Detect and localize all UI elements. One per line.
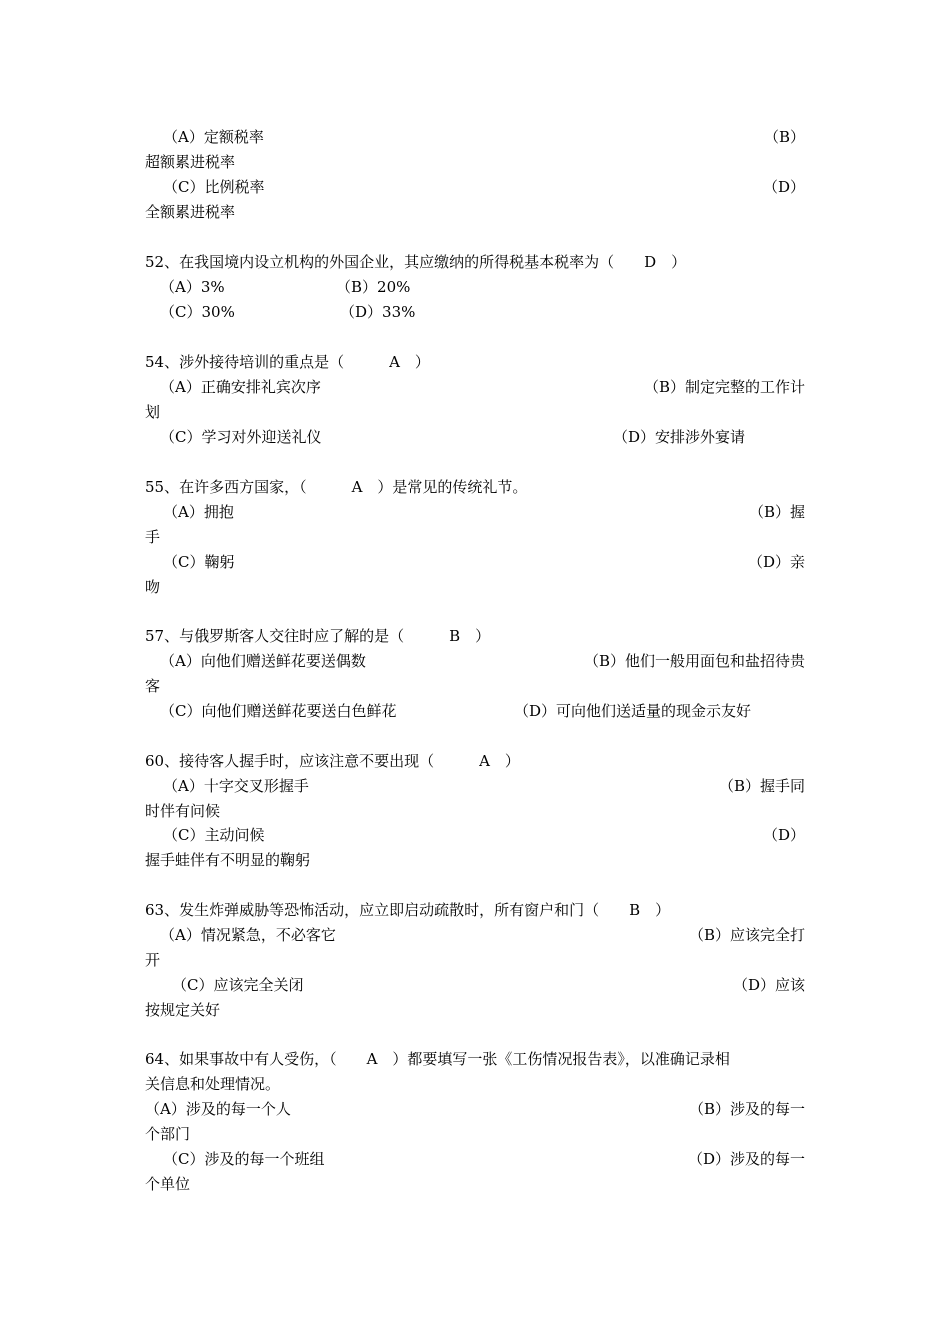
question-55-stem: 55、在许多西方国家，（ A ）是常见的传统礼节。 [145, 478, 528, 496]
question-63-option-a: （A）情况紧急，不必客它 [160, 926, 336, 944]
option-d-continuation: 全额累进税率 [145, 203, 236, 221]
question-60-stem: 60、接待客人握手时，应该注意不要出现（ A ） [145, 752, 520, 770]
option-b: （B） [763, 128, 805, 146]
question-54-option-c: （C）学习对外迎送礼仪 [160, 428, 322, 446]
question-63-stem: 63、发生炸弹威胁等恐怖活动，应立即启动疏散时，所有窗户和门（ B ） [145, 901, 671, 919]
question-54-option-a: （A）正确安排礼宾次序 [160, 378, 321, 396]
question-57-option-b-continuation: 客 [145, 677, 161, 695]
question-52-option-d: （D）33% [340, 303, 416, 321]
question-54-option-b-continuation: 划 [145, 403, 161, 421]
question-52-option-b: （B）20% [336, 278, 411, 296]
question-57-option-a: （A）向他们赠送鲜花要送偶数 [160, 652, 366, 670]
question-64-stem: 64、如果事故中有人受伤，（ A ）都要填写一张《工伤情况报告表》，以准确记录相 [145, 1050, 730, 1068]
option-a: （A）定额税率 [163, 128, 264, 146]
question-57-option-d: （D）可向他们送适量的现金示友好 [514, 702, 752, 720]
question-63-option-b: （B）应该完全打 [688, 926, 805, 944]
question-60-option-d: （D） [762, 826, 805, 844]
question-60-option-c: （C）主动问候 [163, 826, 265, 844]
question-55-option-b: （B）握 [748, 503, 805, 521]
question-57-stem: 57、与俄罗斯客人交往时应了解的是（ B ） [145, 627, 491, 645]
question-54-option-d: （D）安排涉外宴请 [613, 428, 746, 446]
question-63-option-d-continuation: 按规定关好 [145, 1001, 221, 1019]
question-60-option-d-continuation: 握手蛙伴有不明显的鞠躬 [145, 851, 311, 869]
question-60-option-b: （B）握手同 [718, 777, 805, 795]
question-55-option-b-continuation: 手 [145, 528, 161, 546]
question-52-option-c: （C）30% [160, 303, 235, 321]
option-b-continuation: 超额累进税率 [145, 153, 236, 171]
option-c: （C）比例税率 [163, 178, 265, 196]
question-54-stem: 54、涉外接待培训的重点是（ A ） [145, 353, 430, 371]
question-60-option-b-continuation: 时伴有问候 [145, 802, 221, 820]
question-64-option-b: （B）涉及的每一 [688, 1100, 805, 1118]
question-55-option-c: （C）鞠躬 [163, 553, 235, 571]
question-64-option-b-continuation: 个部门 [145, 1125, 191, 1143]
question-64-stem-continuation: 关信息和处理情况。 [145, 1075, 281, 1093]
question-63-option-b-continuation: 开 [145, 951, 161, 969]
question-57-option-b: （B）他们一般用面包和盐招待贵 [583, 652, 805, 670]
option-d: （D） [762, 178, 805, 196]
question-52-stem: 52、在我国境内设立机构的外国企业，其应缴纳的所得税基本税率为（ D ） [145, 253, 687, 271]
question-63-option-c: （C）应该完全关闭 [172, 976, 304, 994]
question-52-option-a: （A）3% [160, 278, 225, 296]
question-64-option-d-continuation: 个单位 [145, 1175, 191, 1193]
question-55-option-d-continuation: 吻 [145, 578, 161, 596]
question-54-option-b: （B）制定完整的工作计 [643, 378, 805, 396]
question-55-option-d: （D）亲 [747, 553, 805, 571]
question-55-option-a: （A）拥抱 [163, 503, 234, 521]
question-64-option-d: （D）涉及的每一 [687, 1150, 805, 1168]
question-64-option-a: （A）涉及的每一个人 [145, 1100, 291, 1118]
question-64-option-c: （C）涉及的每一个班组 [163, 1150, 325, 1168]
question-63-option-d: （D）应该 [732, 976, 805, 994]
question-57-option-c: （C）向他们赠送鲜花要送白色鲜花 [160, 702, 397, 720]
question-60-option-a: （A）十字交叉形握手 [163, 777, 309, 795]
